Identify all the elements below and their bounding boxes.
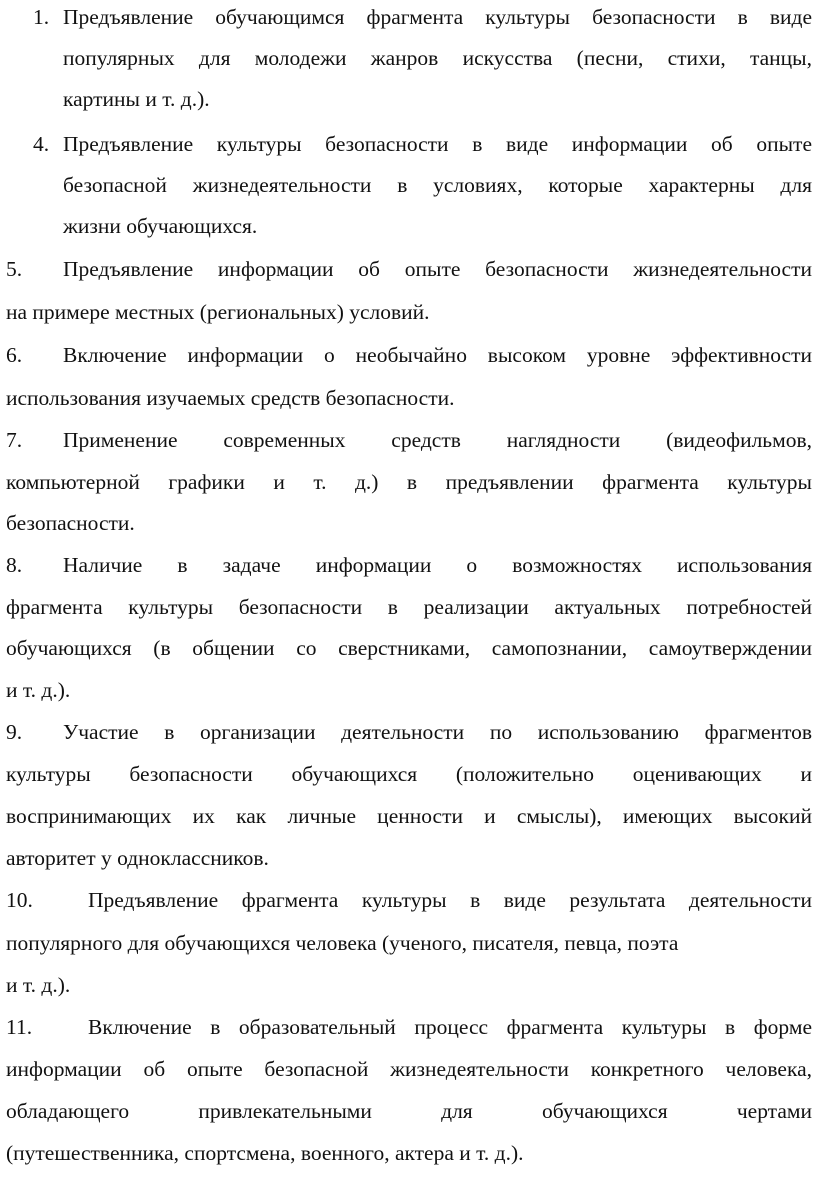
item-number: 1. bbox=[33, 5, 50, 29]
item-text-line: Предъявление информации об опыте безопасности жизнедеятельности bbox=[63, 257, 812, 281]
item-text-line: авторитет у одноклассников. bbox=[6, 846, 269, 870]
item-text-line: Предъявление фрагмента культуры в виде результата деятельности bbox=[88, 888, 812, 912]
item-text-line: и т. д.). bbox=[6, 678, 71, 702]
item-text-line: на примере местных (региональных) условий. bbox=[6, 300, 430, 324]
item-text-line: безопасной жизнедеятельности в условиях, которые характерны для bbox=[63, 173, 812, 197]
item-number: 10. bbox=[6, 888, 33, 912]
item-number: 6. bbox=[6, 343, 23, 367]
item-number: 8. bbox=[6, 553, 23, 577]
item-text-line: безопасности. bbox=[6, 511, 135, 535]
item-text-line: информации об опыте безопасной жизнедеятельности конкретного человека, bbox=[6, 1057, 812, 1081]
item-text-line: фрагмента культуры безопасности в реализации актуальных потребностей bbox=[6, 595, 812, 619]
item-text-line: картины и т. д.). bbox=[63, 87, 210, 111]
item-text-line: Предъявление культуры безопасности в виде информации об опыте bbox=[63, 132, 812, 156]
item-number: 5. bbox=[6, 257, 23, 281]
item-number: 11. bbox=[6, 1015, 33, 1039]
item-number: 4. bbox=[33, 132, 50, 156]
item-text-line: популярного для обучающихся человека (ученого, писателя, певца, поэта bbox=[6, 931, 679, 955]
item-text-line: Предъявление обучающимся фрагмента культуры безопасности в виде bbox=[63, 5, 812, 29]
item-text-line: воспринимающих их как личные ценности и смыслы), имеющих высокий bbox=[6, 804, 812, 828]
item-text-line: и т. д.). bbox=[6, 973, 71, 997]
item-text-line: компьютерной графики и т. д.) в предъявлении фрагмента культуры bbox=[6, 470, 812, 494]
item-text-line: (путешественника, спортсмена, военного, актера и т. д.). bbox=[6, 1141, 524, 1165]
item-number: 7. bbox=[6, 428, 23, 452]
item-text-line: Включение информации о необычайно высоком уровне эффективности bbox=[63, 343, 812, 367]
item-text-line: обладающего привлекательными для обучающихся чертами bbox=[6, 1099, 812, 1123]
item-text-line: обучающихся (в общении со сверстниками, самопознании, самоутверждении bbox=[6, 636, 812, 660]
item-text-line: популярных для молодежи жанров искусства (песни, стихи, танцы, bbox=[63, 46, 812, 70]
item-text-line: Участие в организации деятельности по использованию фрагментов bbox=[63, 720, 812, 744]
item-text-line: Наличие в задаче информации о возможностях использования bbox=[63, 553, 812, 577]
item-text-line: Включение в образовательный процесс фрагмента культуры в форме bbox=[88, 1015, 812, 1039]
item-number: 9. bbox=[6, 720, 23, 744]
item-text-line: жизни обучающихся. bbox=[63, 214, 258, 238]
item-text-line: культуры безопасности обучающихся (положительно оценивающих и bbox=[6, 762, 812, 786]
item-text-line: Применение современных средств наглядности (видеофильмов, bbox=[63, 428, 812, 452]
item-text-line: использования изучаемых средств безопасности. bbox=[6, 386, 455, 410]
